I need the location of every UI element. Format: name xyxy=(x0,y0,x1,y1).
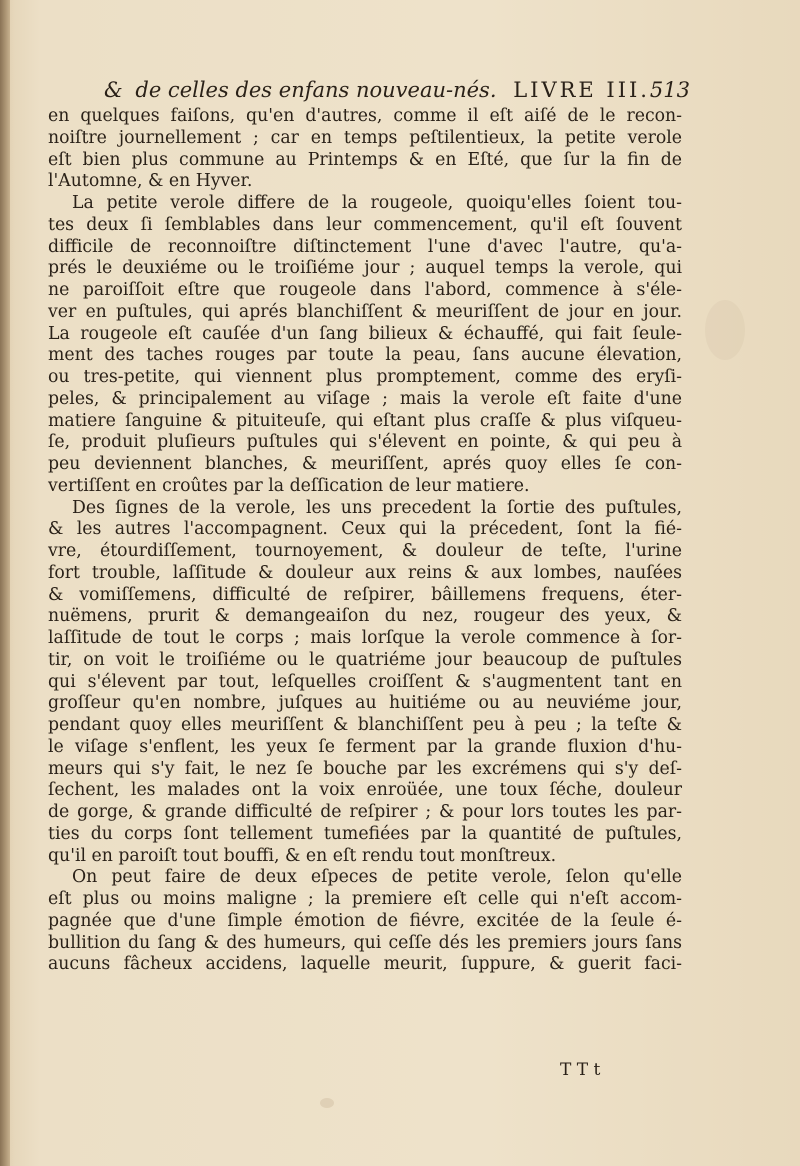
paper-stain xyxy=(705,300,745,360)
text-line: prés le deuxiéme ou le troiſiéme jour ; auquel temps la verole, qui xyxy=(48,258,682,279)
text-line: l'Automne, & en Hyver. xyxy=(48,171,253,192)
text-line: pendant quoy elles meuriſſent & blanchiſſent peu à peu ; la teſte & xyxy=(48,715,682,735)
running-header xyxy=(104,78,690,108)
text-line: vertiſſent en croûtes par la deſſication de leur matiere. xyxy=(48,475,530,496)
text-line: tes deux ſi ſemblables dans leur commencement, qu'il eſt ſouvent xyxy=(48,214,682,235)
text-line: peles, & principalement au viſage ; mais la verole eſt faite d'une xyxy=(48,388,682,409)
text-line: peu deviennent blanches, & meuriſſent, aprés quoy elles ſe con- xyxy=(48,454,682,474)
text-line: eſt bien plus commune au Printemps & en Eſté, que ſur la fin de xyxy=(48,149,682,170)
text-line: qu'il en paroiſt tout bouffi, & en eſt rendu tout monſtreux. xyxy=(48,845,557,866)
running-title: de celles des enfans nouveau-nés. xyxy=(135,78,497,102)
text-line: pagnée que d'une ſimple émotion de fiévre, excitée de la ſeule é- xyxy=(48,910,682,931)
book-number: LIVRE III. xyxy=(513,78,650,102)
text-line: eſt plus ou moins maligne ; la premiere eſt celle qui n'eſt accom- xyxy=(48,889,682,909)
text-line: noiſtre journellement ; car en temps peſtilentieux, la petite verole xyxy=(48,127,682,148)
text-line: groſſeur qu'en nombre, juſques au huitiéme ou au neuviéme jour, xyxy=(48,693,682,714)
text-line: ne paroiſſoit eſtre que rougeole dans l'abord, commence à s'éle- xyxy=(48,280,682,300)
text-line: en quelques faiſons, qu'en d'autres, comme il eſt aiſé de le recon- xyxy=(48,106,682,126)
text-line: de gorge, & grande difficulté de reſpirer ; & pour lors toutes les par- xyxy=(48,802,682,822)
text-line: fort trouble, laſſitude & douleur aux reins & aux lombes, nauſées xyxy=(48,562,682,583)
text-line: bullition du ſang & des humeurs, qui ceſſe dés les premiers jours ſans xyxy=(48,932,682,953)
text-line: meurs qui s'y fait, le nez ſe bouche par les excrémens qui s'y deſ- xyxy=(48,758,682,779)
text-line: & vomiſſemens, difficulté de reſpirer, bâillemens frequens, éter- xyxy=(48,584,682,605)
text-line: nuëmens, prurit & demangeaiſon du nez, rougeur des yeux, & xyxy=(48,606,682,627)
text-line: La rougeole eſt cauſée d'un ſang bilieux & échauffé, qui fait ſeule- xyxy=(48,323,682,344)
text-line: ment des taches rouges par toute la peau, ſans aucune élevation, xyxy=(48,345,682,366)
page-number: 513 xyxy=(649,78,690,102)
text-line: On peut faire de deux eſpeces de petite verole, ſelon qu'elle xyxy=(72,867,682,888)
text-line: vre, étourdiſſement, tournoyement, & douleur de teſte, l'urine xyxy=(48,541,682,561)
text-line: qui s'élevent par tout, leſquelles croiſſent & s'augmentent tant en xyxy=(48,671,682,692)
text-line: tir, on voit le troiſiéme ou le quatriéme jour beaucoup de puſtules xyxy=(48,649,682,670)
text-line: matiere ſanguine & pituiteuſe, qui eſtant plus craſſe & plus viſqueu- xyxy=(48,410,682,431)
text-line: ſe, produit pluſieurs puſtules qui s'élevent en pointe, & qui peu à xyxy=(48,432,682,453)
binding-gutter xyxy=(0,0,10,1166)
body-text xyxy=(48,106,682,976)
text-line: Des ſignes de la verole, les uns precedent la ſortie des puſtules, xyxy=(72,497,682,518)
text-line: aucuns fâcheux accidens, laquelle meurit, ſuppure, & guerit faci- xyxy=(48,954,682,975)
catchword: T T t xyxy=(560,1060,601,1080)
text-line: & les autres l'accompagnent. Ceux qui la précedent, ſont la fié- xyxy=(48,519,682,540)
text-line: le viſage s'enflent, les yeux ſe ferment par la grande fluxion d'hu- xyxy=(48,736,682,757)
text-line: difficile de reconnoiſtre diſtinctement l'une d'avec l'autre, qu'a- xyxy=(48,236,682,257)
header-ornament: & xyxy=(104,78,123,102)
text-line: La petite verole differe de la rougeole, quoiqu'elles ſoient tou- xyxy=(72,193,682,213)
text-line: ou tres-petite, qui viennent plus promptement, comme des eryſi- xyxy=(48,367,682,387)
text-line: laſſitude de tout le corps ; mais lorſque la verole commence à ſor- xyxy=(48,628,682,648)
text-line: ſechent, les malades ont la voix enroüée, une toux ſéche, douleur xyxy=(48,780,682,801)
paper-stain xyxy=(320,1098,334,1108)
text-line: ver en puſtules, qui aprés blanchiſſent & meuriſſent de jour en jour. xyxy=(48,301,682,322)
text-line: ties du corps ſont tellement tumefiées par la quantité de puſtules, xyxy=(48,823,682,844)
